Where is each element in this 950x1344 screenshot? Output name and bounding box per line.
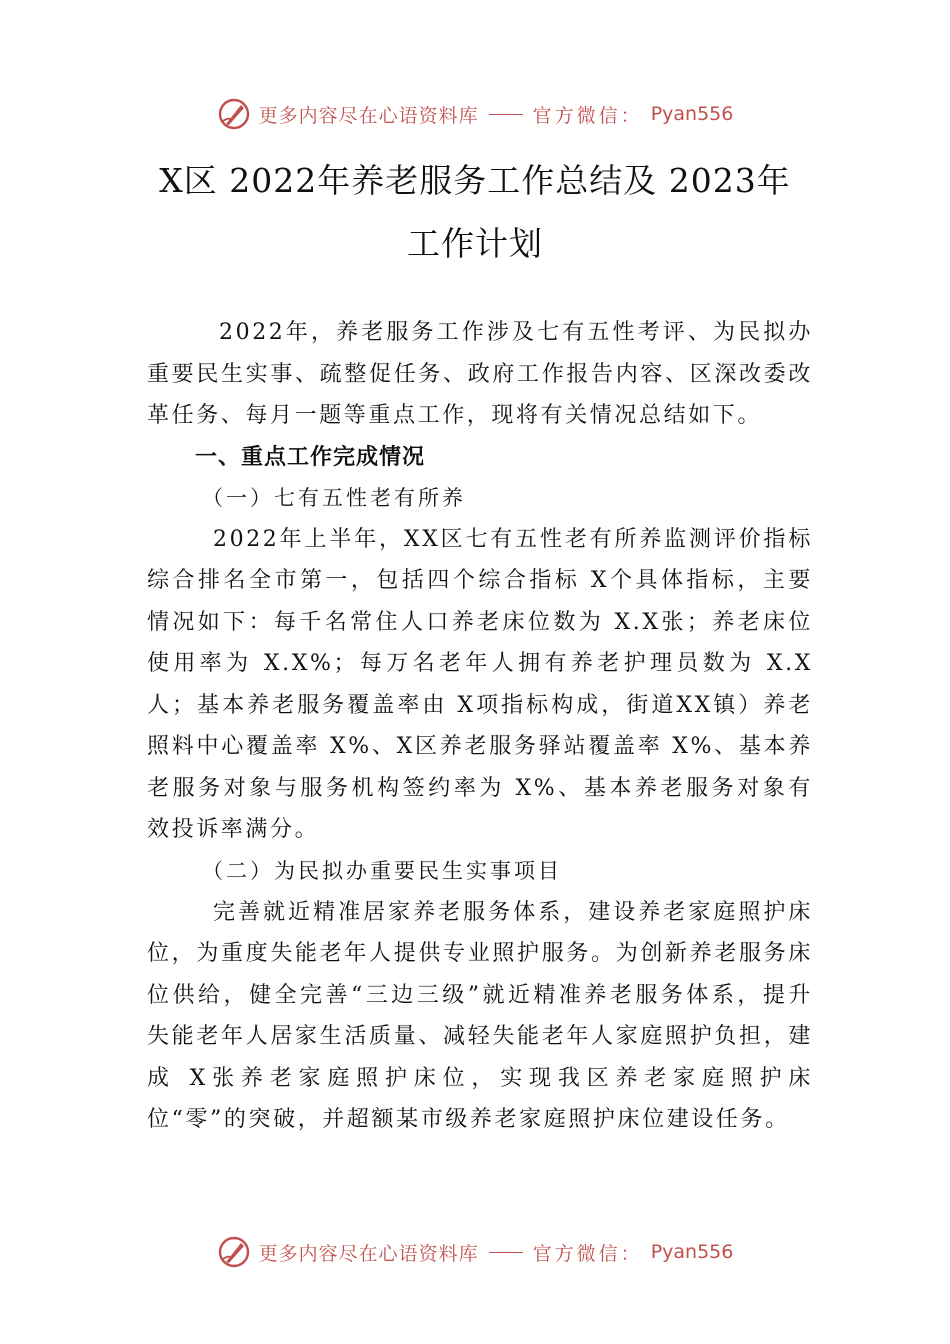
footer-watermark [0,1232,950,1272]
section-heading: 一、重点工作完成情况 [195,444,426,470]
watermark-wechat-id: Pyan556 [650,1241,734,1263]
watermark-dash [489,1252,523,1253]
subsection-heading-2: （二）为民拟办重要民生实事项目 [202,858,562,883]
subsection-heading-1: （一）七有五性老有所养 [202,485,466,510]
watermark-text: 更多内容尽在心语资料库 [258,104,479,127]
header-watermark [0,94,950,134]
document-body [147,312,813,1141]
watermark-wechat-id: Pyan556 [650,103,734,125]
quill-circle-logo-icon [217,1235,251,1269]
watermark-dash [489,114,523,115]
quill-circle-logo-icon [217,97,251,131]
document-title-line1: X区 2022年养老服务工作总结及 2023年 [159,161,791,200]
subsection-paragraph-1: 2022年上半年，XX区七有五性老有所养监测评价指标综合排名全市第一，包括四个综合指标 X个具体指标，主要情况如下：每千名常住人口养老床位数为 X.X张；养老床位使用率为 X.X%；每万名老年人拥有养老护理员数为 X.X人；基本养老服务覆盖率由 X项指标构成，街道XX镇）养老照料中心覆盖率 X%、X区养老服务驿站覆盖率 X%、基本养老服务对象与服务机构签约率为 X%、基本养老服务对象有效投诉率满分。 [147,526,813,842]
watermark-official-label: 官方微信： [532,1242,643,1265]
subsection-paragraph-2: 完善就近精准居家养老服务体系，建设养老家庭照护床位，为重度失能老年人提供专业照护服务。为创新养老服务床位供给，健全完善“三边三级”就近精准养老服务体系，提升失能老年人居家生活质量、减轻失能老年人家庭照护负担，建成 X张养老家庭照护床位，实现我区养老家庭照护床位“零”的突破，并超额某市级养老家庭照护床位建设任务。 [147,899,813,1132]
watermark-official-label: 官方微信： [532,104,643,127]
intro-paragraph: 2022年，养老服务工作涉及七有五性考评、为民拟办重要民生实事、疏整促任务、政府工作报告内容、区深改委改革任务、每月一题等重点工作，现将有关情况总结如下。 [147,320,813,428]
watermark-text: 更多内容尽在心语资料库 [258,1242,479,1265]
document-title-line2: 工作计划 [407,224,543,263]
